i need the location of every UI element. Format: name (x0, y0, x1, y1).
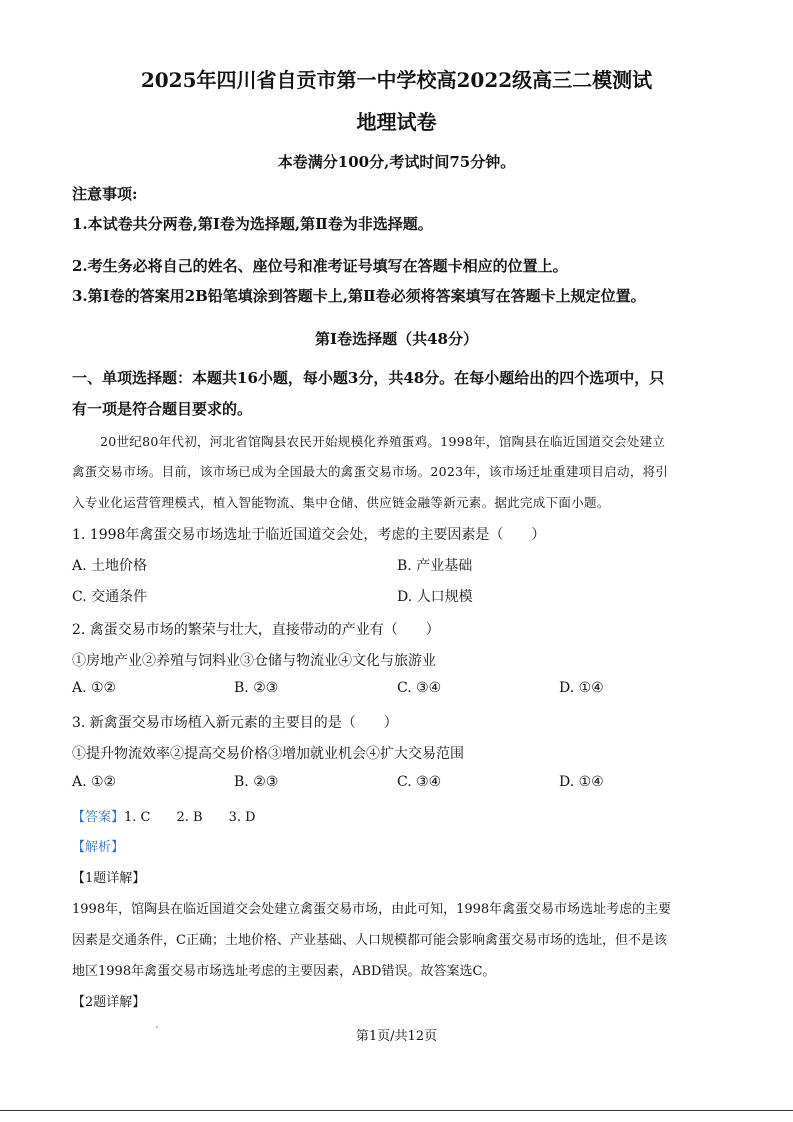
question-1-stem: 1. 1998年禽蛋交易市场选址于临近国道交会处，考虑的主要因素是（ ） (72, 527, 546, 543)
question-2-stem: 2. 禽蛋交易市场的繁荣与壮大，直接带动的产业有（ ） (72, 622, 440, 638)
exam-subtitle: 地理试卷 (356, 110, 437, 134)
question-1-option-a: A. 土地价格 (72, 558, 148, 574)
question-3-choices: ①提升物流效率②提高交易价格③增加就业机会④扩大交易范围 (72, 746, 464, 762)
section-instruction-line2: 有一项是符合题目要求的。 (72, 400, 253, 418)
note-item-3: 3.第Ⅰ卷的答案用2B铅笔填涂到答题卡上,第Ⅱ卷必须将答案填写在答题卡上规定位置。 (72, 287, 646, 305)
notes-heading: 注意事项: (72, 185, 138, 203)
analysis-label: 【解析】 (72, 840, 125, 855)
exam-title: 2025年四川省自贡市第一中学校高2022级高三二模测试 (140, 68, 653, 92)
detail-1-line-1: 1998年，馆陶县在临近国道交会处建立禽蛋交易市场，由此可知，1998年禽蛋交易市场选址考虑的主要 (72, 902, 672, 917)
answer-1: 1. C (124, 810, 151, 825)
detail-1-line-2: 因素是交通条件，C正确；土地价格、产业基础、人口规模都可能会影响禽蛋交易市场的选址，但不是该 (72, 933, 667, 948)
answer-label: 【答案】 (72, 810, 125, 825)
score-info: 本卷满分100分,考试时间75分钟。 (277, 153, 516, 171)
answer-3: 3. D (228, 810, 256, 825)
section-instruction-line1: 一、单项选择题：本题共16小题，每小题3分，共48分。在每小题给出的四个选项中，只 (72, 369, 665, 387)
question-1-option-c: C. 交通条件 (72, 589, 148, 605)
question-3-stem: 3. 新禽蛋交易市场植入新元素的主要目的是（ ） (72, 715, 398, 731)
question-2-option-d: D. ①④ (559, 680, 604, 696)
answer-line (72, 806, 721, 825)
note-item-2: 2.考生务必将自己的姓名、座位号和准考证号填写在答题卡相应的位置上。 (72, 257, 568, 275)
question-2-choices: ①房地产业②养殖与饲料业③仓储与物流业④文化与旅游业 (72, 653, 436, 669)
question-3-option-a: A. ①② (72, 774, 117, 790)
question-1-option-d: D. 人口规模 (397, 589, 473, 605)
note-item-1: 1.本试卷共分两卷,第Ⅰ卷为选择题,第Ⅱ卷为非选择题。 (72, 215, 433, 233)
passage-line-3: 入专业化运营管理模式，植入智能物流、集中仓储、供应链金融等新元素。据此完成下面小题。 (72, 495, 610, 510)
question-2-option-c: C. ③④ (397, 680, 442, 696)
detail-2-heading: 【2题详解】 (72, 995, 146, 1010)
question-3-option-b: B. ②③ (234, 774, 279, 790)
question-2-option-b: B. ②③ (234, 680, 279, 696)
question-3-option-c: C. ③④ (397, 774, 442, 790)
detail-1-line-3: 地区1998年禽蛋交易市场选址考虑的主要因素，ABD错误。故答案选C。 (72, 964, 496, 979)
question-2-option-a: A. ①② (72, 680, 117, 696)
page-footer: 第1页/共12页 (355, 1029, 438, 1044)
section-title: 第Ⅰ卷选择题（共48分） (315, 330, 478, 348)
passage-line-1: 20世纪80年代初，河北省馆陶县农民开始规模化养殖蛋鸡。1998年，馆陶县在临近国道交会处建立 (100, 434, 666, 449)
question-3-option-d: D. ①④ (559, 774, 604, 790)
question-1-option-b: B. 产业基础 (397, 558, 473, 574)
answer-2: 2. B (176, 810, 203, 825)
passage-line-2: 禽蛋交易市场。目前，该市场已成为全国最大的禽蛋交易市场。2023年，该市场迁址重建项目启动，将引 (72, 464, 669, 479)
bottom-divider (0, 1110, 793, 1111)
detail-1-heading: 【1题详解】 (72, 871, 146, 886)
